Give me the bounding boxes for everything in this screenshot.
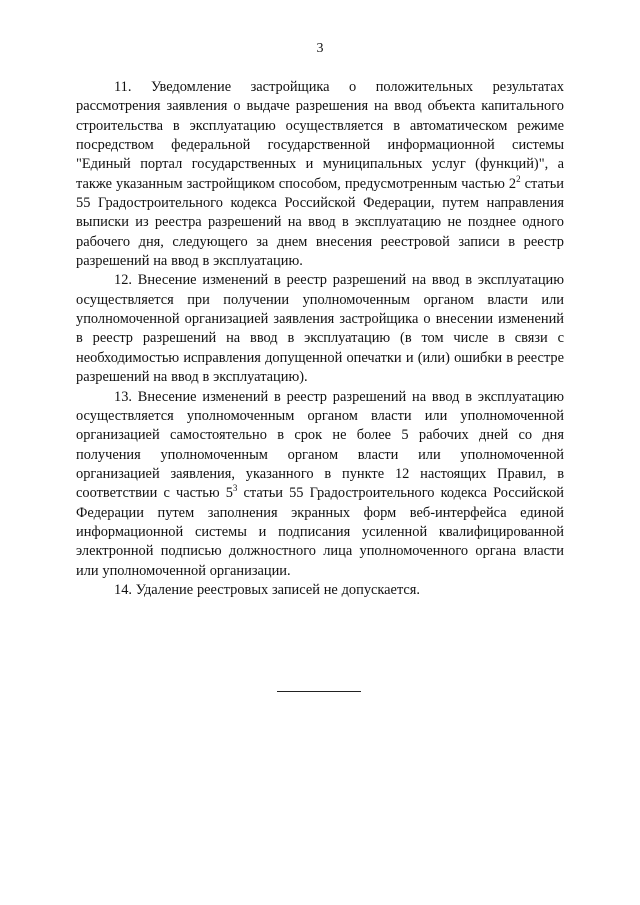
superscript: 2 [516, 173, 521, 184]
superscript: 3 [232, 483, 238, 494]
paragraph-text: 12. Внесение изменений в реестр разрешений на ввод в эксплуатацию осуществляется при получении уполномоченным органом власти или уполномоченной организацией заявления застройщика о внесении изменений в реестр разрешений на ввод в эксплуатацию (в том числе в связи с необходимостью исправления допущенной опечатки и (или) ошибки в реестре разрешений на ввод в эксплуатацию). [76, 272, 564, 386]
paragraph-11 [76, 78, 564, 271]
paragraph-13 [76, 388, 564, 581]
paragraph-12 [76, 271, 564, 387]
paragraph-text: статьи 55 Градостроительного кодекса Российской Федерации, путем направления выписки из реестра разрешений на ввод в эксплуатацию не позднее одного рабочего дня, следующего за днем внесения реестровой записи в реестр разрешений на ввод в эксплуатацию. [76, 175, 565, 270]
paragraph-text: статьи 55 Градостроительного кодекса Российской Федерации путем заполнения экранных форм веб-интерфейса единой информационной системы и подписания усиленной квалифицированной электронной подписью должностного лица уполномоченного органа власти или уполномоченной организации. [76, 485, 564, 579]
page-number: 3 [316, 41, 324, 56]
document-body [76, 78, 564, 600]
paragraph-text: 13. Внесение изменений в реестр разрешений на ввод в эксплуатацию осуществляется уполномоченным органом власти или уполномоченной организацией самостоятельно в срок не более 5 рабочих дней со дня получения уполномоченным органом власти или уполномоченной организацией заявления, указанного в пункте 12 настоящих Правил, в соответствии с частью 5 [76, 388, 564, 502]
paragraph-14 [76, 581, 564, 600]
paragraph-text: 11. Уведомление застройщика о положительных результатах рассмотрения заявления о выдаче разрешения на ввод объекта капитального строительства в эксплуатацию осуществляется в автоматическом режиме посредством федеральной государственной информационной системы "Единый портал государственных и муниципальных услуг (функций)", а также указанным застройщиком способом, предусмотренным частью 2 [76, 79, 564, 192]
end-of-text-rule [277, 691, 361, 692]
paragraph-text: 14. Удаление реестровых записей не допускается. [114, 581, 421, 598]
